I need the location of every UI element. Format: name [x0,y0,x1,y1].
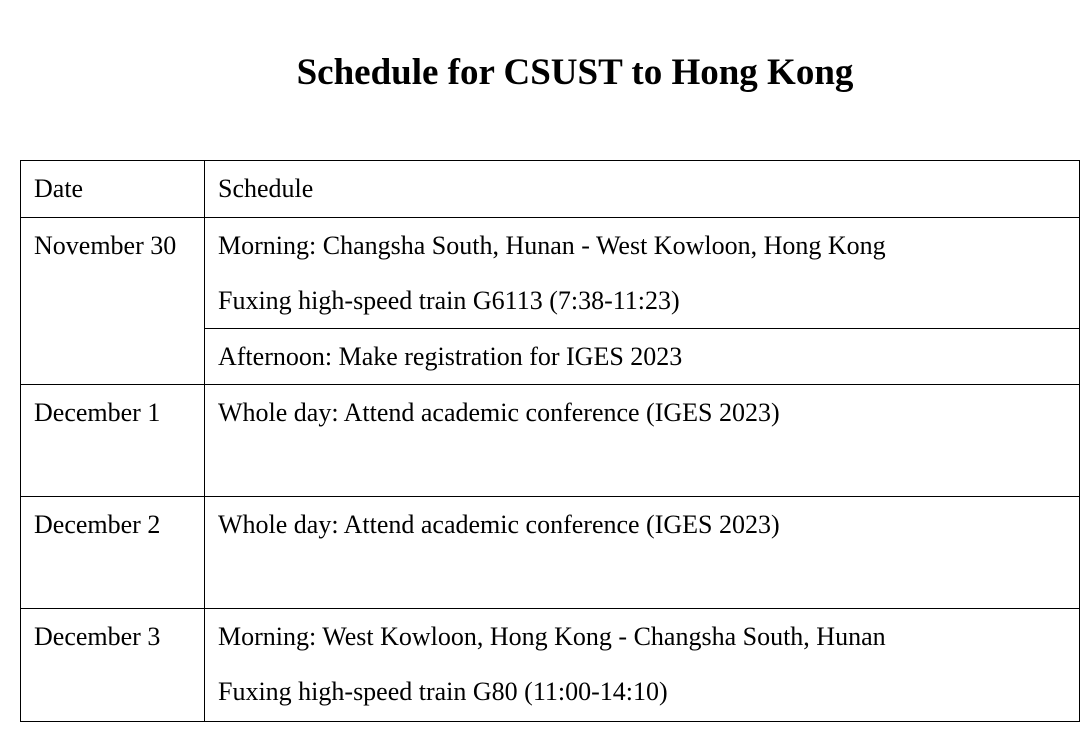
header-date: Date [21,161,205,218]
table-row [21,497,1080,609]
schedule-line: Fuxing high-speed train G80 (11:00-14:10) [218,677,668,706]
schedule-line: Morning: West Kowloon, Hong Kong - Changsha South, Hunan [218,622,886,651]
date-cell: December 1 [21,385,205,497]
schedule-cell: Whole day: Attend academic conference (IGES 2023) [205,385,1080,497]
schedule-cell [205,218,1080,329]
table-header-row [21,161,1080,218]
table-row [21,609,1080,722]
date-cell: December 2 [21,497,205,609]
schedule-cell: Whole day: Attend academic conference (IGES 2023) [205,497,1080,609]
table-row [21,385,1080,497]
header-schedule: Schedule [205,161,1080,218]
schedule-line: Fuxing high-speed train G6113 (7:38-11:23) [218,286,680,315]
schedule-cell [205,609,1080,722]
schedule-line: Morning: Changsha South, Hunan - West Kowloon, Hong Kong [218,231,886,260]
schedule-cell: Afternoon: Make registration for IGES 2023 [205,329,1080,385]
date-cell: December 3 [21,609,205,722]
schedule-table [20,160,1080,722]
date-cell: November 30 [21,218,205,385]
table-row [21,218,1080,329]
page-title: Schedule for CSUST to Hong Kong [296,52,854,93]
